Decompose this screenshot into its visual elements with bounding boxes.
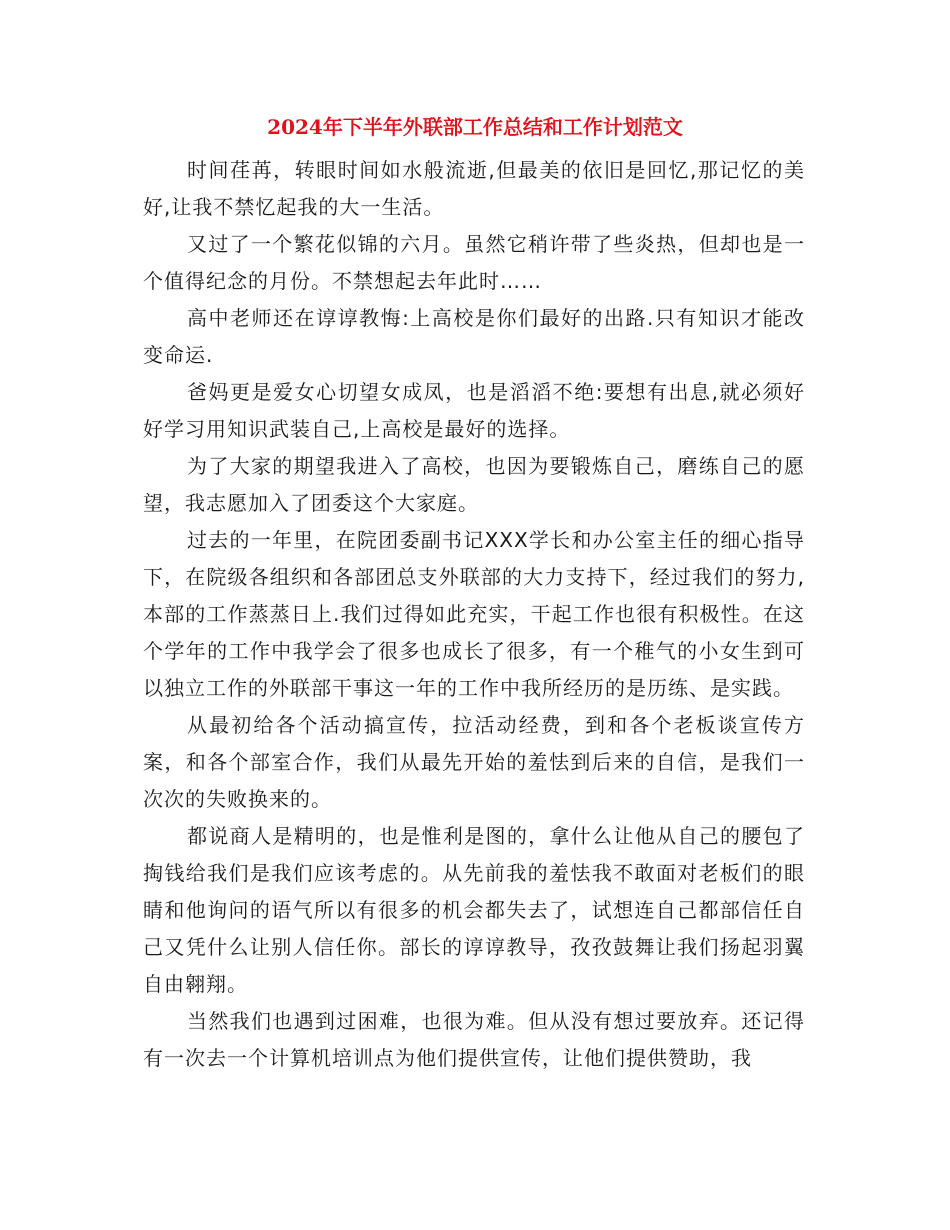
paragraph-8: 都说商人是精明的，也是惟利是图的，拿什么让他从自己的腰包了掏钱给我们是我们应该考虑的。从先前我的羞怯我不敢面对老板们的眼睛和他询问的语气所以有很多的机会都失去了，试想连自己都部信任自己又凭什么让别人信任你。部长的谆谆教导，孜孜鼓舞让我们扬起羽翼自由翱翔。 xyxy=(143,824,805,996)
paragraph-1: 时间荏苒，转眼时间如水般流逝,但最美的依旧是回忆,那记忆的美好,让我不禁忆起我的大一生活。 xyxy=(143,158,805,219)
paragraph-7: 从最初给各个活动搞宣传，拉活动经费，到和各个老板谈宣传方案，和各个部室合作，我们从最先开始的羞怯到后来的自信，是我们一次次的失败换来的。 xyxy=(143,713,805,811)
paragraph-5: 为了大家的期望我进入了高校，也因为要锻炼自己，磨练自己的愿望，我志愿加入了团委这个大家庭。 xyxy=(143,454,805,515)
document-title: 2024年下半年外联部工作总结和工作计划范文 xyxy=(267,115,683,139)
paragraph-9: 当然我们也遇到过困难，也很为难。但从没有想过要放弃。还记得有一次去一个计算机培训点为他们提供宣传，让他们提供赞助，我 xyxy=(143,1009,805,1070)
paragraph-2: 又过了一个繁花似锦的六月。虽然它稍许带了些炎热，但却也是一个值得纪念的月份。不禁想起去年此时…… xyxy=(143,232,805,293)
paragraph-3: 高中老师还在谆谆教悔:上高校是你们最好的出路.只有知识才能改变命运. xyxy=(143,306,805,367)
paragraph-6: 过去的一年里，在院团委副书记XXX学长和办公室主任的细心指导下，在院级各组织和各部团总支外联部的大力支持下，经过我们的努力,本部的工作蒸蒸日上.我们过得如此充实，干起工作也很有积极性。在这个学年的工作中我学会了很多也成长了很多，有一个稚气的小女生到可以独立工作的外联部干事这一年的工作中我所经历的是历练、是实践。 xyxy=(143,528,805,700)
document-body xyxy=(143,152,805,1077)
paragraph-4: 爸妈更是爱女心切望女成凤，也是滔滔不绝:要想有出息,就必须好好学习用知识武装自己,上高校是最好的选择。 xyxy=(143,380,805,441)
